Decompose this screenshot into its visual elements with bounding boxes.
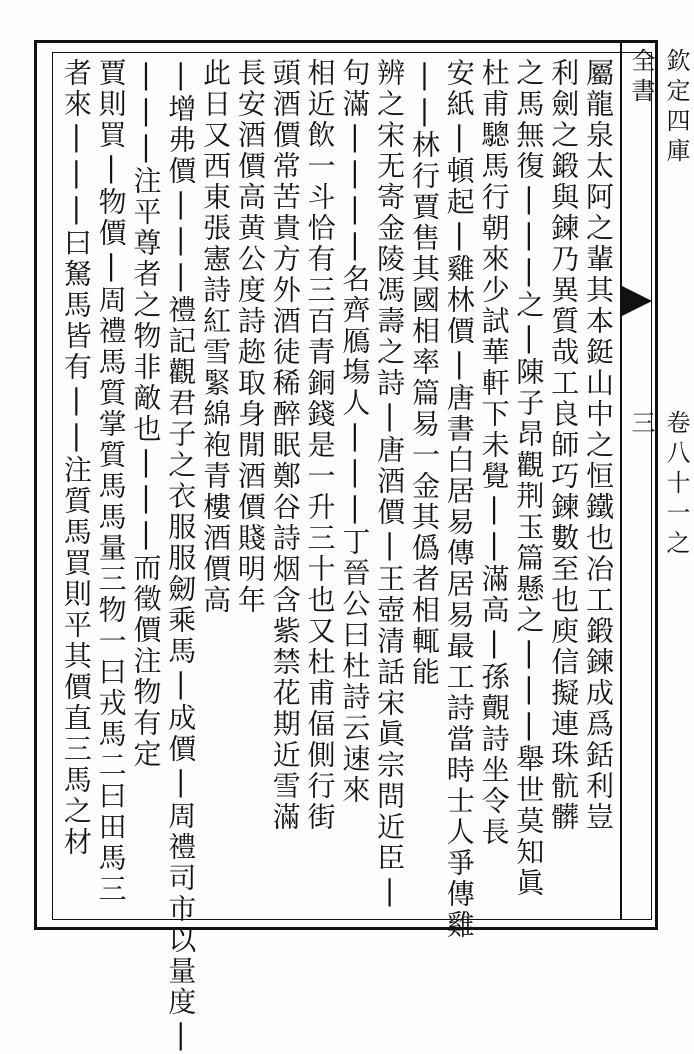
text-column: ||林行賈售其國相率篇易一金其僞者相輒能 xyxy=(407,58,441,688)
text-column: 相近飲一斗恰有三百青銅錢是一升三十也又杜甫偪側行街 xyxy=(303,58,337,833)
text-column: 杜甫驄馬行朝來少試華軒下未覺||滿高|孫覿詩坐令長 xyxy=(477,58,511,848)
text-column: 頭酒價常苦貴方外酒徒稀醉眠鄭谷詩烟含紫禁花期近雪滿 xyxy=(268,58,302,833)
text-column: 辨之宋无寄金陵馮壽之詩|唐酒價|王壺清話宋眞宗問近臣| xyxy=(373,58,407,910)
text-column: 長安酒價高黄公度詩趂取身閒酒價賤明年 xyxy=(233,58,267,616)
text-column: 之馬無復|||之|陳子昂觀荆玉篇懸之|||舉世莫知眞 xyxy=(512,58,546,899)
book-title: 欽定四庫全書 xyxy=(627,48,690,168)
text-column: |||注平尊者之物非敵也|||而徵價注物有定 xyxy=(129,58,163,770)
text-column: 賈則買|物價|周禮馬質掌質馬馬量三物一曰戎馬二曰田馬三 xyxy=(94,58,128,905)
text-column: 者來|||曰駑馬皆有||注質馬買則平其價直三馬之材 xyxy=(59,58,93,858)
text-column: 屬龍泉太阿之輩其本鋌山中之恒鐵也冶工鍛鍊成爲銛利豈 xyxy=(582,58,615,833)
text-column: 安紙|頓起|雞林價|唐書白居易傳居易最工詩當時士人爭傳雞 xyxy=(442,58,476,941)
side-rule xyxy=(620,42,622,920)
text-column: |增弗價|||禮記觀君子之衣服服劒乘馬|成價|周禮司市以量度| xyxy=(164,58,198,1054)
text-column: 利劍之鍛與鍊乃異質哉工良師巧鍊數至也庾信擬連珠骯髒 xyxy=(547,58,581,833)
volume-label: 卷八十一之三 xyxy=(627,410,690,560)
text-column: 此日又西東張憲詩紅雪緊綿袍青樓酒價高 xyxy=(199,58,233,616)
text-column: 句滿||||名齊鴈塲人|||丁晉公曰杜詩云速來 xyxy=(338,58,372,806)
